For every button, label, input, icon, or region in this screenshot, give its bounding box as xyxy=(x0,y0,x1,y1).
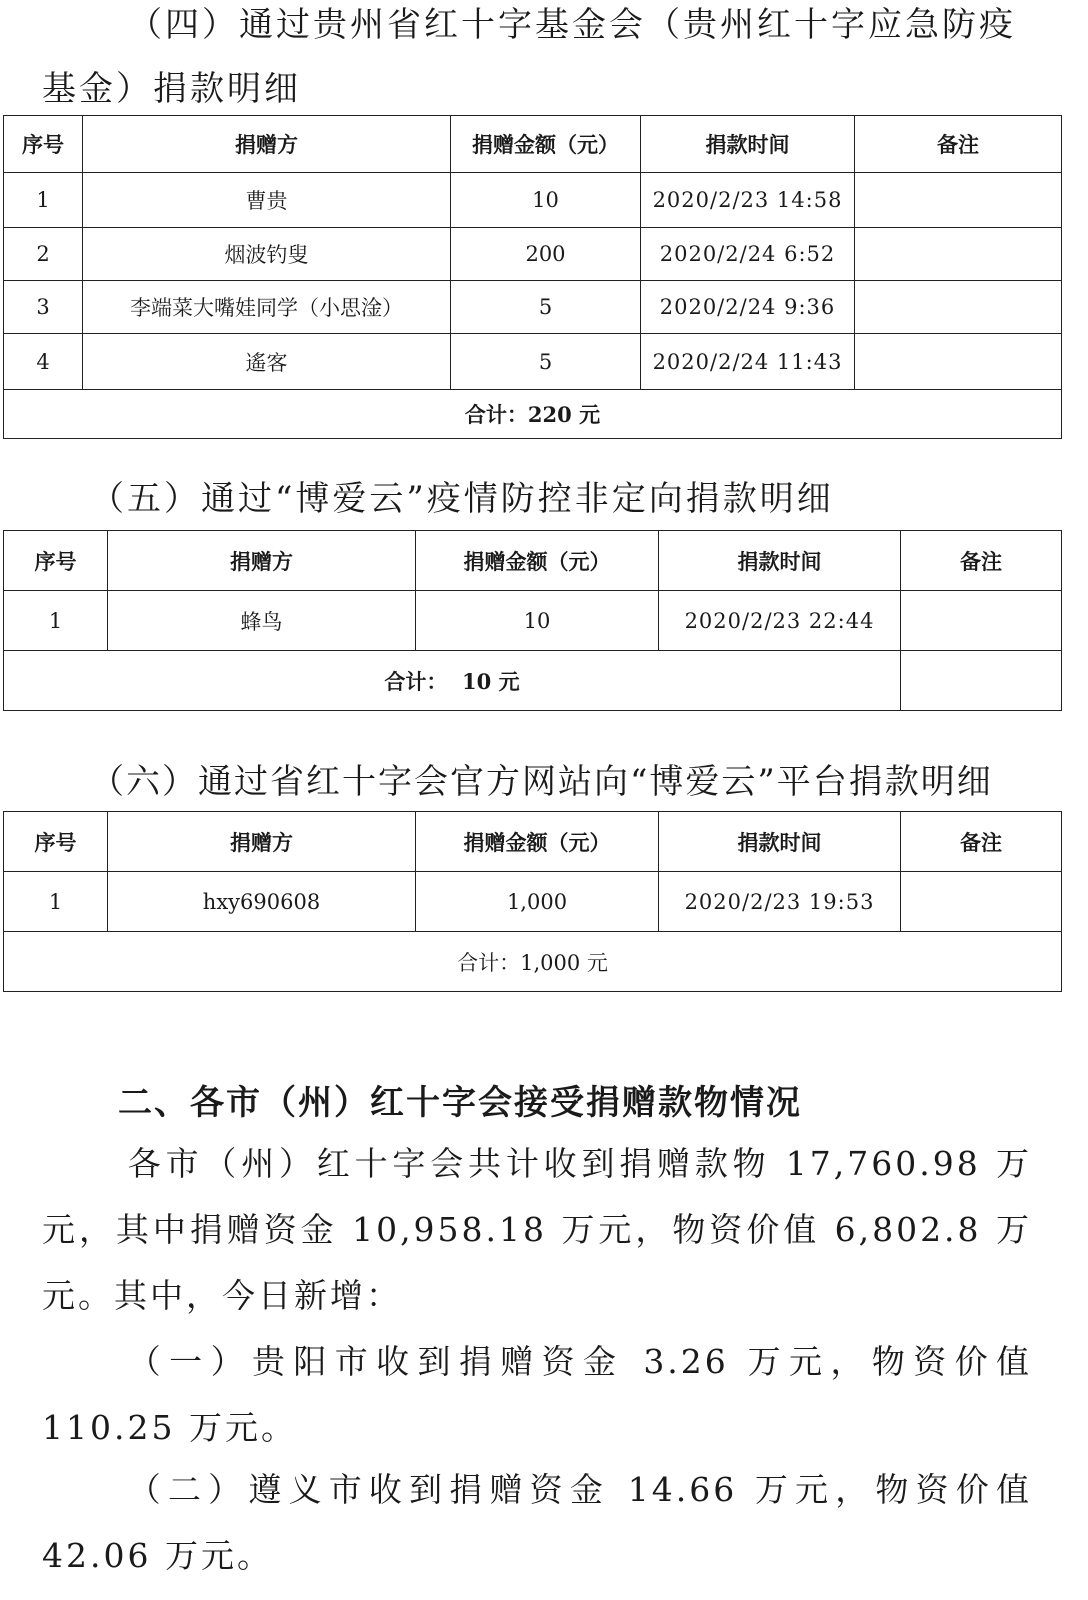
row-donor: 蜂鸟 xyxy=(108,591,416,651)
header-note: 备注 xyxy=(901,531,1062,591)
row-note xyxy=(901,872,1062,932)
total-row: 合计：220 元 xyxy=(4,390,1062,439)
row-no: 4 xyxy=(4,334,83,390)
table-row xyxy=(4,334,1062,390)
section4-heading-line1: （四）通过贵州省红十字基金会（贵州红十字应急防疫 xyxy=(128,5,1016,45)
section5-heading: （五）通过“博爱云”疫情防控非定向捐款明细 xyxy=(90,479,834,519)
header-note: 备注 xyxy=(855,116,1062,173)
row-donor: hxy690608 xyxy=(108,872,416,932)
row-time: 2020/2/23 22:44 xyxy=(659,591,901,651)
row-amount: 5 xyxy=(451,334,641,390)
row-no: 1 xyxy=(4,173,83,228)
row-note xyxy=(855,334,1062,390)
row-time: 2020/2/23 14:58 xyxy=(641,173,855,228)
row-donor: 遙客 xyxy=(83,334,451,390)
section4-heading-line2: 基金）捐款明细 xyxy=(42,69,301,109)
section6-table xyxy=(3,811,1062,992)
total-row: 合计：1,000 元 xyxy=(4,932,1062,992)
table-row xyxy=(4,281,1062,334)
header-no: 序号 xyxy=(4,531,108,591)
header-no: 序号 xyxy=(4,116,83,173)
header-note: 备注 xyxy=(901,812,1062,872)
header-amount: 捐赠金额（元） xyxy=(451,116,641,173)
row-note xyxy=(901,591,1062,651)
row-amount: 200 xyxy=(451,228,641,281)
table-row xyxy=(4,872,1062,932)
section5-table xyxy=(3,530,1062,711)
header-amount: 捐赠金额（元） xyxy=(416,531,659,591)
section4-table xyxy=(3,115,1062,439)
header-amount: 捐赠金额（元） xyxy=(416,812,659,872)
row-time: 2020/2/24 9:36 xyxy=(641,281,855,334)
part2-summary: 各市（州）红十字会共计收到捐赠款物 17,760.98 万元，其中捐赠资金 10,958.18 万元，物资价值 6,802.8 万元。其中，今日新增： xyxy=(42,1144,1032,1315)
part2-item2: （二）遵义市收到捐赠资金 14.66 万元，物资价值 42.06 万元。 xyxy=(42,1470,1032,1575)
row-no: 1 xyxy=(4,591,108,651)
section6-heading: （六）通过省红十字会官方网站向“博爱云”平台捐款明细 xyxy=(90,762,993,802)
row-amount: 10 xyxy=(416,591,659,651)
part2-item1: （一）贵阳市收到捐赠资金 3.26 万元，物资价值 110.25 万元。 xyxy=(42,1342,1032,1447)
row-donor: 曹贵 xyxy=(83,173,451,228)
row-donor: 烟波钓叟 xyxy=(83,228,451,281)
header-time: 捐款时间 xyxy=(659,531,901,591)
table-row xyxy=(4,591,1062,651)
row-note xyxy=(855,228,1062,281)
header-time: 捐款时间 xyxy=(659,812,901,872)
row-no: 1 xyxy=(4,872,108,932)
part2-heading: 二、各市（州）红十字会接受捐赠款物情况 xyxy=(118,1083,802,1123)
row-note xyxy=(855,281,1062,334)
header-donor: 捐赠方 xyxy=(108,812,416,872)
total-row: 合计： 10 元 xyxy=(4,651,901,711)
header-donor: 捐赠方 xyxy=(83,116,451,173)
header-time: 捐款时间 xyxy=(641,116,855,173)
header-no: 序号 xyxy=(4,812,108,872)
table-row xyxy=(4,173,1062,228)
row-no: 3 xyxy=(4,281,83,334)
row-donor: 李端菜大嘴娃同学（小思淦） xyxy=(83,281,451,334)
row-time: 2020/2/23 19:53 xyxy=(659,872,901,932)
row-time: 2020/2/24 11:43 xyxy=(641,334,855,390)
row-amount: 10 xyxy=(451,173,641,228)
table-row xyxy=(4,228,1062,281)
row-time: 2020/2/24 6:52 xyxy=(641,228,855,281)
total-note-cell xyxy=(901,651,1062,711)
row-amount: 5 xyxy=(451,281,641,334)
row-amount: 1,000 xyxy=(416,872,659,932)
header-donor: 捐赠方 xyxy=(108,531,416,591)
row-no: 2 xyxy=(4,228,83,281)
row-note xyxy=(855,173,1062,228)
